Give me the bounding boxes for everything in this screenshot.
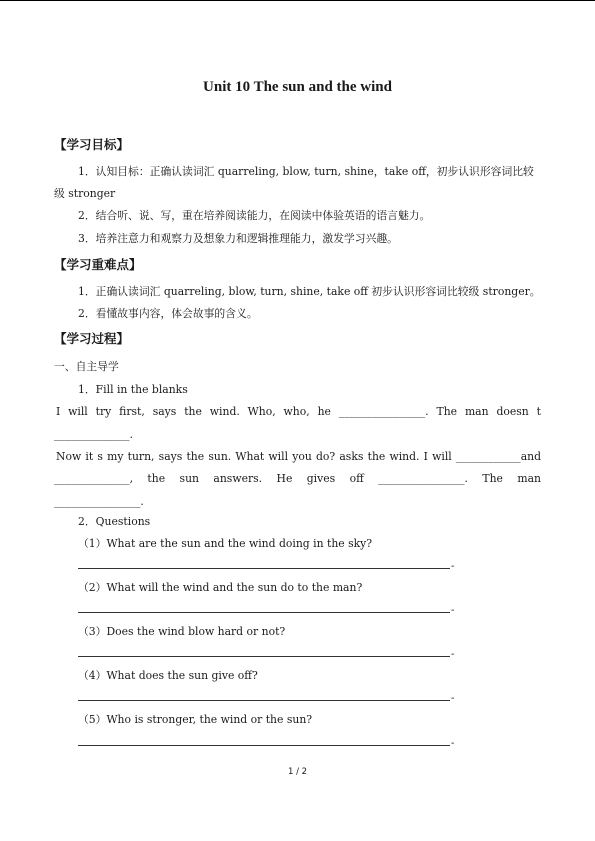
fill-paragraph-1-line-2: ______________. — [54, 428, 134, 441]
answer-line-5-dash: - — [451, 738, 455, 749]
question-1: （1）What are the sun and the wind doing in the sky? — [78, 537, 373, 550]
answer-line-1 — [78, 568, 450, 569]
answer-line-2-dash: - — [451, 605, 455, 616]
objectives-heading: 【学习目标】 — [54, 137, 130, 152]
process-heading: 【学习过程】 — [54, 331, 130, 346]
fill-paragraph-2-line-1: Now it s my turn, says the sun. What will you do? asks the wind. I will ____________and — [56, 450, 541, 463]
answer-line-5 — [78, 745, 450, 746]
question-4: （4）What does the sun give off? — [78, 669, 258, 682]
fill-paragraph-1-line-1: I will try first, says the wind. Who, who, he ________________. The man doesn t — [56, 405, 541, 418]
answer-line-2 — [78, 612, 450, 613]
question-5: （5）Who is stronger, the wind or the sun? — [78, 713, 313, 726]
fill-paragraph-2-line-2: ______________, the sun answers. He gives off ________________. The man — [54, 472, 541, 485]
key-points-heading: 【学习重难点】 — [54, 257, 142, 272]
page-title: Unit 10 The sun and the wind — [203, 79, 392, 95]
key-point-1: 1．正确认读词汇 quarreling, blow, turn, shine, take off 初步认识形容词比较级 stronger。 — [78, 285, 541, 298]
answer-line-4-dash: - — [451, 693, 455, 704]
questions-title: 2．Questions — [78, 515, 151, 528]
page-number: 1 / 2 — [287, 767, 308, 777]
objective-1-line-1: 1．认知目标：正确认读词汇 quarreling, blow, turn, shine，take off，初步认识形容词比较 — [78, 165, 534, 178]
question-3: （3）Does the wind blow hard or not? — [78, 625, 286, 638]
answer-line-3 — [78, 656, 450, 657]
objective-2: 2．结合听、说、写，重在培养阅读能力，在阅读中体验英语的语言魅力。 — [78, 209, 431, 222]
key-point-2: 2．看懂故事内容，体会故事的含义。 — [78, 307, 258, 320]
section-self-study: 一、自主导学 — [54, 360, 119, 373]
answer-line-4 — [78, 700, 450, 701]
question-2: （2）What will the wind and the sun do to the man? — [78, 581, 363, 594]
top-rule — [0, 0, 595, 1]
objective-3: 3．培养注意力和观察力及想象力和逻辑推理能力，激发学习兴趣。 — [78, 232, 398, 245]
answer-line-3-dash: - — [451, 649, 455, 660]
fill-in-title: 1．Fill in the blanks — [78, 383, 188, 396]
fill-paragraph-2-line-3: ________________. — [54, 495, 144, 508]
answer-line-1-dash: - — [451, 561, 455, 572]
objective-1-line-2: 级 stronger — [54, 187, 116, 200]
